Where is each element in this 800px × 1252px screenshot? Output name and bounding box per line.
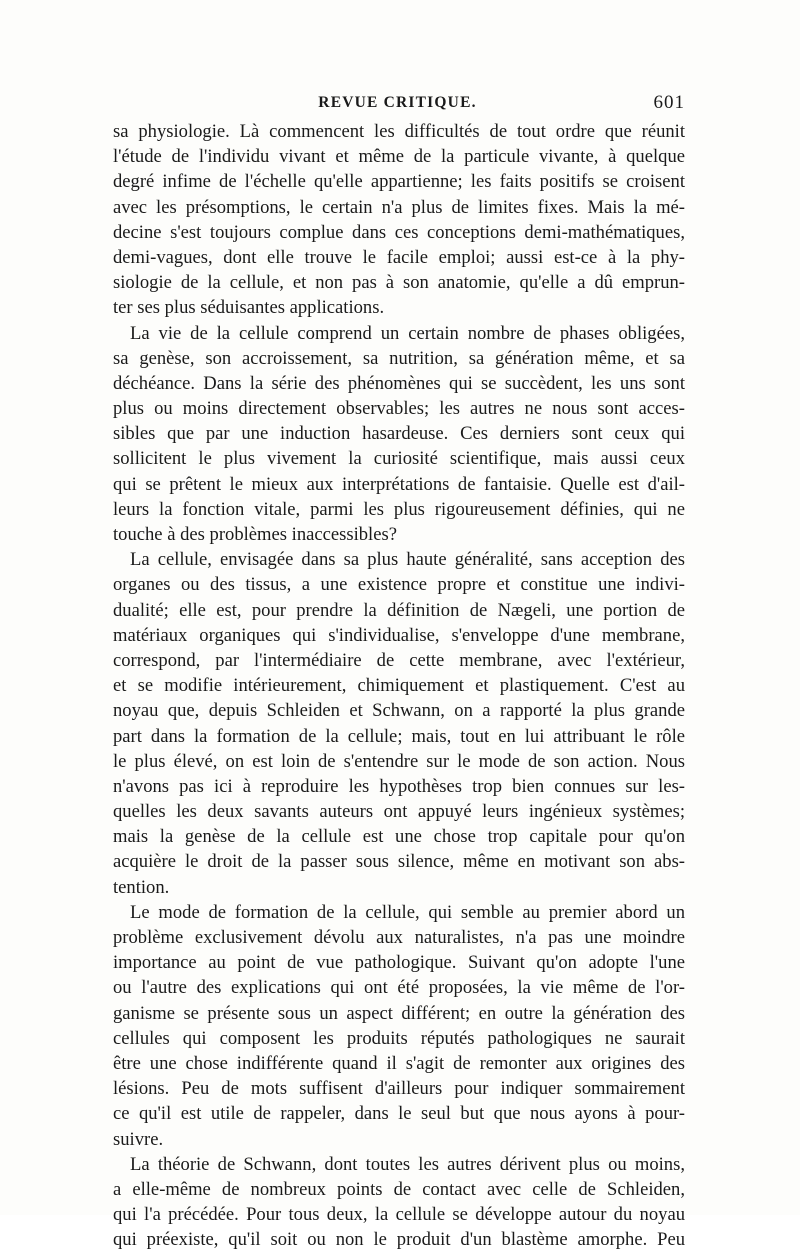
text-line: déchéance. Dans la série des phénomènes qui se succèdent, les uns sont — [113, 372, 685, 394]
text-line: qui préexiste, qu'il soit ou non le produit d'un blastème amorphe. Peu — [113, 1229, 685, 1251]
text-line: correspond, par l'intermédiaire de cette membrane, avec l'extérieur, — [113, 649, 685, 671]
text-line: sollicitent le plus vivement la curiosité scientifique, mais aussi ceux — [113, 448, 685, 470]
text-line: lésions. Peu de mots suffisent d'ailleurs pour indiquer sommairement — [113, 1078, 685, 1100]
body-text — [113, 119, 685, 1252]
text-line: mais la genèse de la cellule est une chose trop capitale pour qu'on — [113, 826, 685, 848]
text-line: decine s'est toujours complue dans ces conceptions demi-mathématiques, — [113, 221, 685, 243]
text-line: demi-vagues, dont elle trouve le facile emploi; aussi est-ce à la phy- — [113, 246, 685, 268]
text-line: tention. — [113, 876, 170, 898]
text-line: et se modifie intérieurement, chimiquement et plastiquement. C'est au — [113, 675, 685, 697]
text-line: touche à des problèmes inaccessibles? — [113, 524, 397, 545]
text-line: leurs la fonction vitale, parmi les plus rigoureusement définies, qui ne — [113, 498, 685, 520]
text-line: siologie de la cellule, et non pas à son anatomie, qu'elle a dû emprun- — [113, 272, 685, 294]
running-title: REVUE CRITIQUE. — [318, 94, 477, 111]
page-number: 601 — [653, 92, 685, 113]
text-line: avec les présomptions, le certain n'a plus de limites fixes. Mais la mé- — [113, 196, 685, 218]
text-line: ter ses plus séduisantes applications. — [113, 297, 385, 319]
text-line: matériaux organiques qui s'individualise, s'enveloppe d'une membrane, — [113, 624, 685, 646]
text-line: La vie de la cellule comprend un certain nombre de phases obligées, — [130, 322, 685, 344]
text-line: part dans la formation de la cellule; mais, tout en lui attribuant le rôle — [113, 725, 685, 747]
text-line: suivre. — [113, 1128, 164, 1150]
text-line: quelles les deux savants auteurs ont appuyé leurs ingénieux systèmes; — [113, 801, 685, 823]
text-line: a elle-même de nombreux points de contact avec celle de Schleiden, — [113, 1178, 685, 1200]
text-line: sibles que par une induction hasardeuse. Ces derniers sont ceux qui — [113, 423, 685, 445]
text-line: noyau que, depuis Schleiden et Schwann, on a rapporté la plus grande — [113, 700, 685, 722]
text-line: ou l'autre des explications qui ont été proposées, la vie même de l'or- — [113, 977, 685, 999]
text-line: le plus élevé, on est loin de s'entendre sur le mode de son action. Nous — [113, 750, 685, 772]
text-line: cellules qui composent les produits réputés pathologiques ne saurait — [113, 1027, 685, 1049]
text-line: sa genèse, son accroissement, sa nutrition, sa génération même, et sa — [113, 347, 685, 369]
text-line: acquière le droit de la passer sous silence, même en motivant son abs- — [113, 851, 685, 873]
text-line: ganisme se présente sous un aspect différent; en outre la génération des — [113, 1002, 685, 1024]
page-header — [110, 94, 685, 118]
text-line: ce qu'il est utile de rappeler, dans le seul but que nous ayons à pour- — [113, 1103, 685, 1125]
text-line: être une chose indifférente quand il s'agit de remonter aux origines des — [113, 1052, 685, 1074]
text-line: n'avons pas ici à reproduire les hypothèses trop bien connues sur les- — [113, 775, 685, 797]
text-line: La théorie de Schwann, dont toutes les autres dérivent plus ou moins, — [130, 1153, 685, 1175]
text-line: importance au point de vue pathologique. Suivant qu'on adopte l'une — [113, 952, 685, 974]
text-line: dualité; elle est, pour prendre la définition de Nægeli, une portion de — [113, 599, 685, 621]
text-line: Le mode de formation de la cellule, qui semble au premier abord un — [130, 901, 685, 923]
text-line: sa physiologie. Là commencent les difficultés de tout ordre que réunit — [113, 121, 685, 142]
text-line: organes ou des tissus, a une existence propre et constitue une indivi- — [113, 574, 685, 596]
text-line: l'étude de l'individu vivant et même de la particule vivante, à quelque — [113, 146, 685, 168]
text-line: degré infime de l'échelle qu'elle appartienne; les faits positifs se croisent — [113, 171, 685, 193]
text-line: La cellule, envisagée dans sa plus haute généralité, sans acception des — [130, 549, 685, 571]
text-line: qui l'a précédée. Pour tous deux, la cellule se développe autour du noyau — [113, 1204, 685, 1226]
text-line: problème exclusivement dévolu aux naturalistes, n'a pas une moindre — [113, 927, 685, 948]
text-line: qui se prêtent le mieux aux interprétations de fantaisie. Quelle est d'ail- — [113, 473, 685, 495]
text-line: plus ou moins directement observables; les autres ne nous sont acces- — [113, 398, 685, 420]
